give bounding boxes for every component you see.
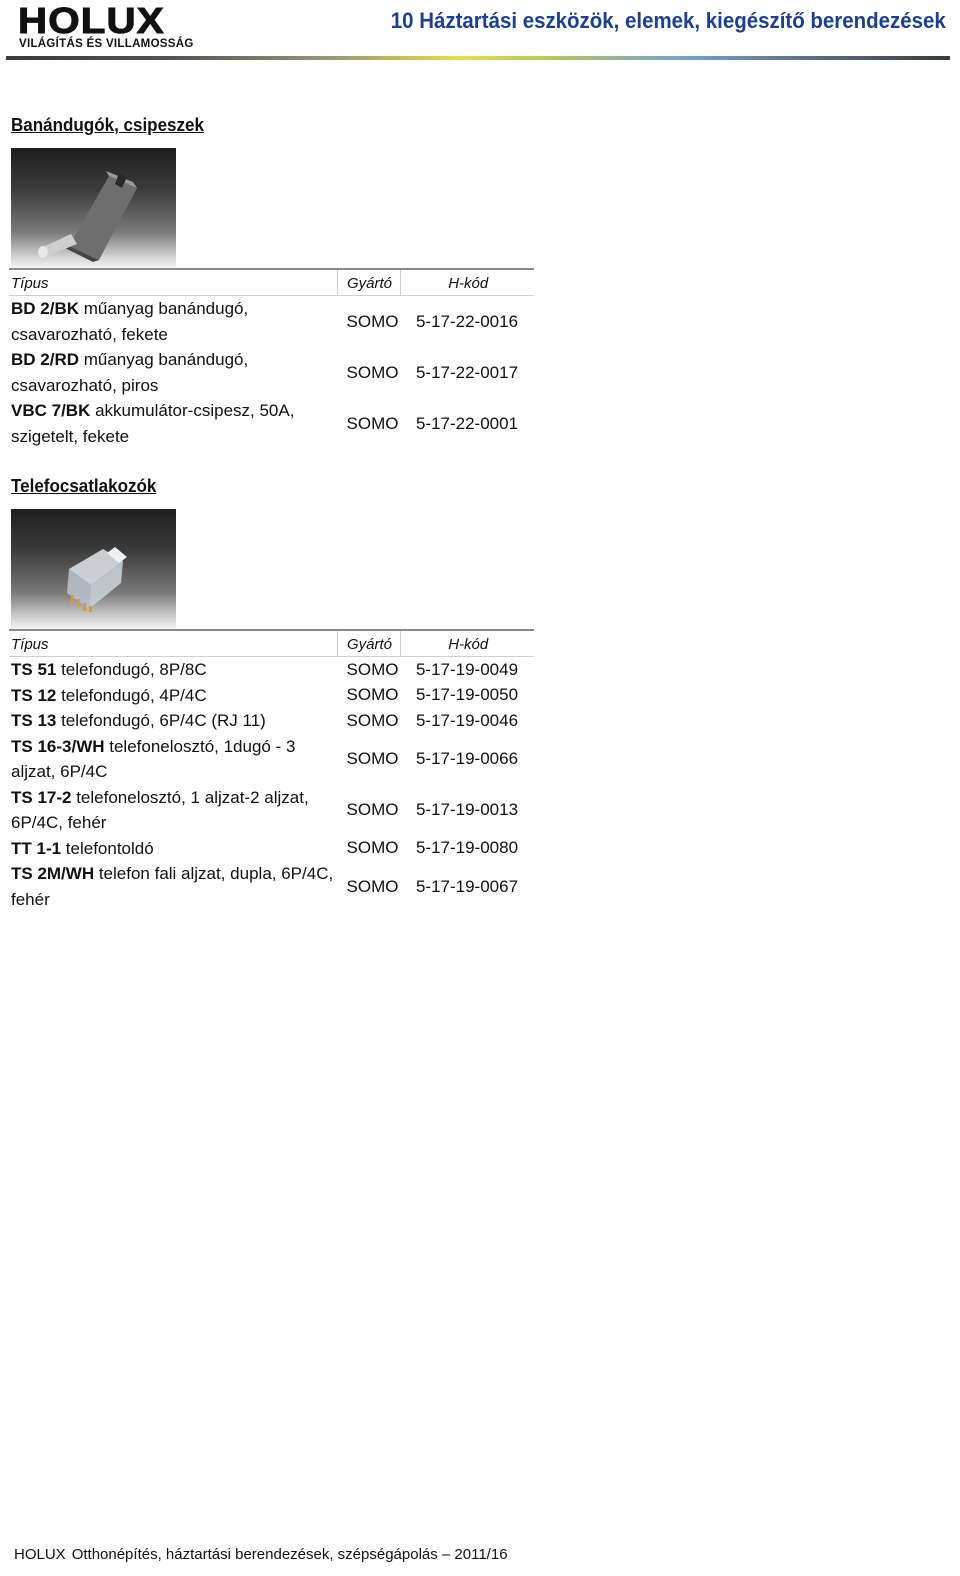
table-row — [9, 785, 534, 836]
section-title-phone-connectors: Telefocsatlakozók — [11, 475, 157, 496]
product-type-cell — [9, 836, 337, 862]
product-code-cell: 5-17-22-0017 — [415, 362, 519, 382]
manufacturer-cell: SOMO — [346, 659, 399, 679]
logo-tagline: VILÁGÍTÁS ÉS VILLAMOSSÁG — [19, 38, 194, 50]
table-row — [9, 683, 534, 709]
header-divider — [6, 56, 950, 60]
product-model: TS 17-2 — [11, 787, 72, 807]
page-title: 10 Háztartási eszközök, elemek, kiegészítő berendezések — [391, 8, 946, 33]
section-title-banana-plugs: Banándugók, csipeszek — [11, 114, 204, 135]
product-description: telefontoldó — [61, 838, 154, 858]
product-description: telefondugó, 6P/4C (RJ 11) — [56, 711, 266, 730]
table-row — [9, 296, 534, 348]
product-description: telefondugó, 4P/4C — [56, 685, 207, 705]
table-row — [9, 398, 534, 449]
logo-wordmark: HOLUX — [18, 0, 165, 41]
product-code-cell: 5-17-19-0013 — [415, 800, 519, 819]
product-type-cell — [9, 296, 337, 348]
column-header-code: H-kód — [400, 630, 534, 657]
product-description: telefonelosztó, 1 aljzat-2 aljzat, 6P/4C, fehér — [11, 787, 309, 832]
product-description: telefonelosztó, 1dugó - 3 aljzat, 6P/4C — [11, 736, 296, 781]
product-description: telefon fali aljzat, dupla, 6P/4C, fehér — [11, 864, 334, 909]
table-row — [9, 657, 534, 683]
product-code-cell: 5-17-19-0046 — [415, 710, 519, 730]
manufacturer-cell: SOMO — [346, 800, 399, 819]
product-type-cell — [9, 785, 337, 836]
manufacturer-cell: SOMO — [346, 311, 399, 331]
product-type-cell — [9, 683, 337, 709]
product-model: TT 1-1 — [11, 838, 62, 858]
product-description: műanyag banándugó, csavarozható, piros — [11, 350, 249, 395]
table-row — [9, 861, 534, 912]
manufacturer-cell: SOMO — [346, 749, 399, 768]
product-type-cell — [9, 398, 337, 449]
product-type-cell — [9, 657, 337, 683]
product-code-cell: 5-17-22-0016 — [415, 311, 519, 331]
product-model: BD 2/BK — [11, 299, 80, 318]
column-header-type: Típus — [9, 269, 337, 296]
page-header — [0, 0, 960, 64]
page-footer — [14, 1546, 508, 1563]
product-type-cell — [9, 708, 337, 734]
footer-brand: HOLUX — [14, 1546, 66, 1563]
manufacturer-cell: SOMO — [346, 685, 399, 705]
product-model: TS 12 — [11, 685, 57, 705]
product-model: TS 13 — [11, 711, 57, 730]
manufacturer-cell: SOMO — [346, 838, 399, 858]
table-header-row — [9, 269, 534, 296]
banana-plug-table — [9, 268, 534, 449]
product-code-cell: 5-17-19-0066 — [415, 749, 519, 768]
product-type-cell — [9, 347, 337, 398]
product-code-cell: 5-17-19-0080 — [415, 838, 519, 858]
column-header-manufacturer: Gyártó — [337, 269, 400, 296]
product-type-cell — [9, 734, 337, 785]
product-type-cell — [9, 861, 337, 912]
manufacturer-cell: SOMO — [346, 710, 399, 730]
product-model: TS 51 — [11, 660, 57, 679]
column-header-manufacturer: Gyártó — [337, 630, 400, 657]
product-model: VBC 7/BK — [11, 401, 91, 420]
table-row — [9, 836, 534, 862]
product-description: akkumulátor-csipesz, 50A, szigetelt, fekete — [11, 401, 295, 446]
phone-plug-icon — [11, 509, 176, 629]
product-code-cell: 5-17-19-0067 — [415, 876, 519, 896]
table-row — [9, 708, 534, 734]
holux-logo — [18, 0, 228, 50]
table-row — [9, 734, 534, 785]
column-header-type: Típus — [9, 630, 337, 657]
product-code-cell: 5-17-19-0050 — [415, 685, 519, 705]
product-code-cell: 5-17-22-0001 — [415, 413, 519, 433]
phone-plug-photo — [11, 509, 176, 629]
column-header-code: H-kód — [400, 269, 534, 296]
product-model: TS 16-3/WH — [11, 736, 105, 756]
product-description: műanyag banándugó, csavarozható, fekete — [11, 299, 249, 344]
banana-plug-photo — [11, 148, 176, 268]
manufacturer-cell: SOMO — [346, 413, 399, 433]
product-code-cell: 5-17-19-0049 — [415, 659, 519, 679]
banana-plug-icon — [11, 148, 176, 268]
manufacturer-cell: SOMO — [346, 876, 399, 896]
manufacturer-cell: SOMO — [346, 362, 399, 382]
product-model: BD 2/RD — [11, 350, 80, 369]
product-model: TS 2M/WH — [11, 864, 95, 883]
phone-connector-table — [9, 629, 534, 912]
footer-text: Otthonépítés, háztartási berendezések, szépségápolás – 2011/16 — [71, 1546, 508, 1563]
table-header-row — [9, 630, 534, 657]
product-description: telefondugó, 8P/8C — [56, 660, 207, 679]
table-row — [9, 347, 534, 398]
